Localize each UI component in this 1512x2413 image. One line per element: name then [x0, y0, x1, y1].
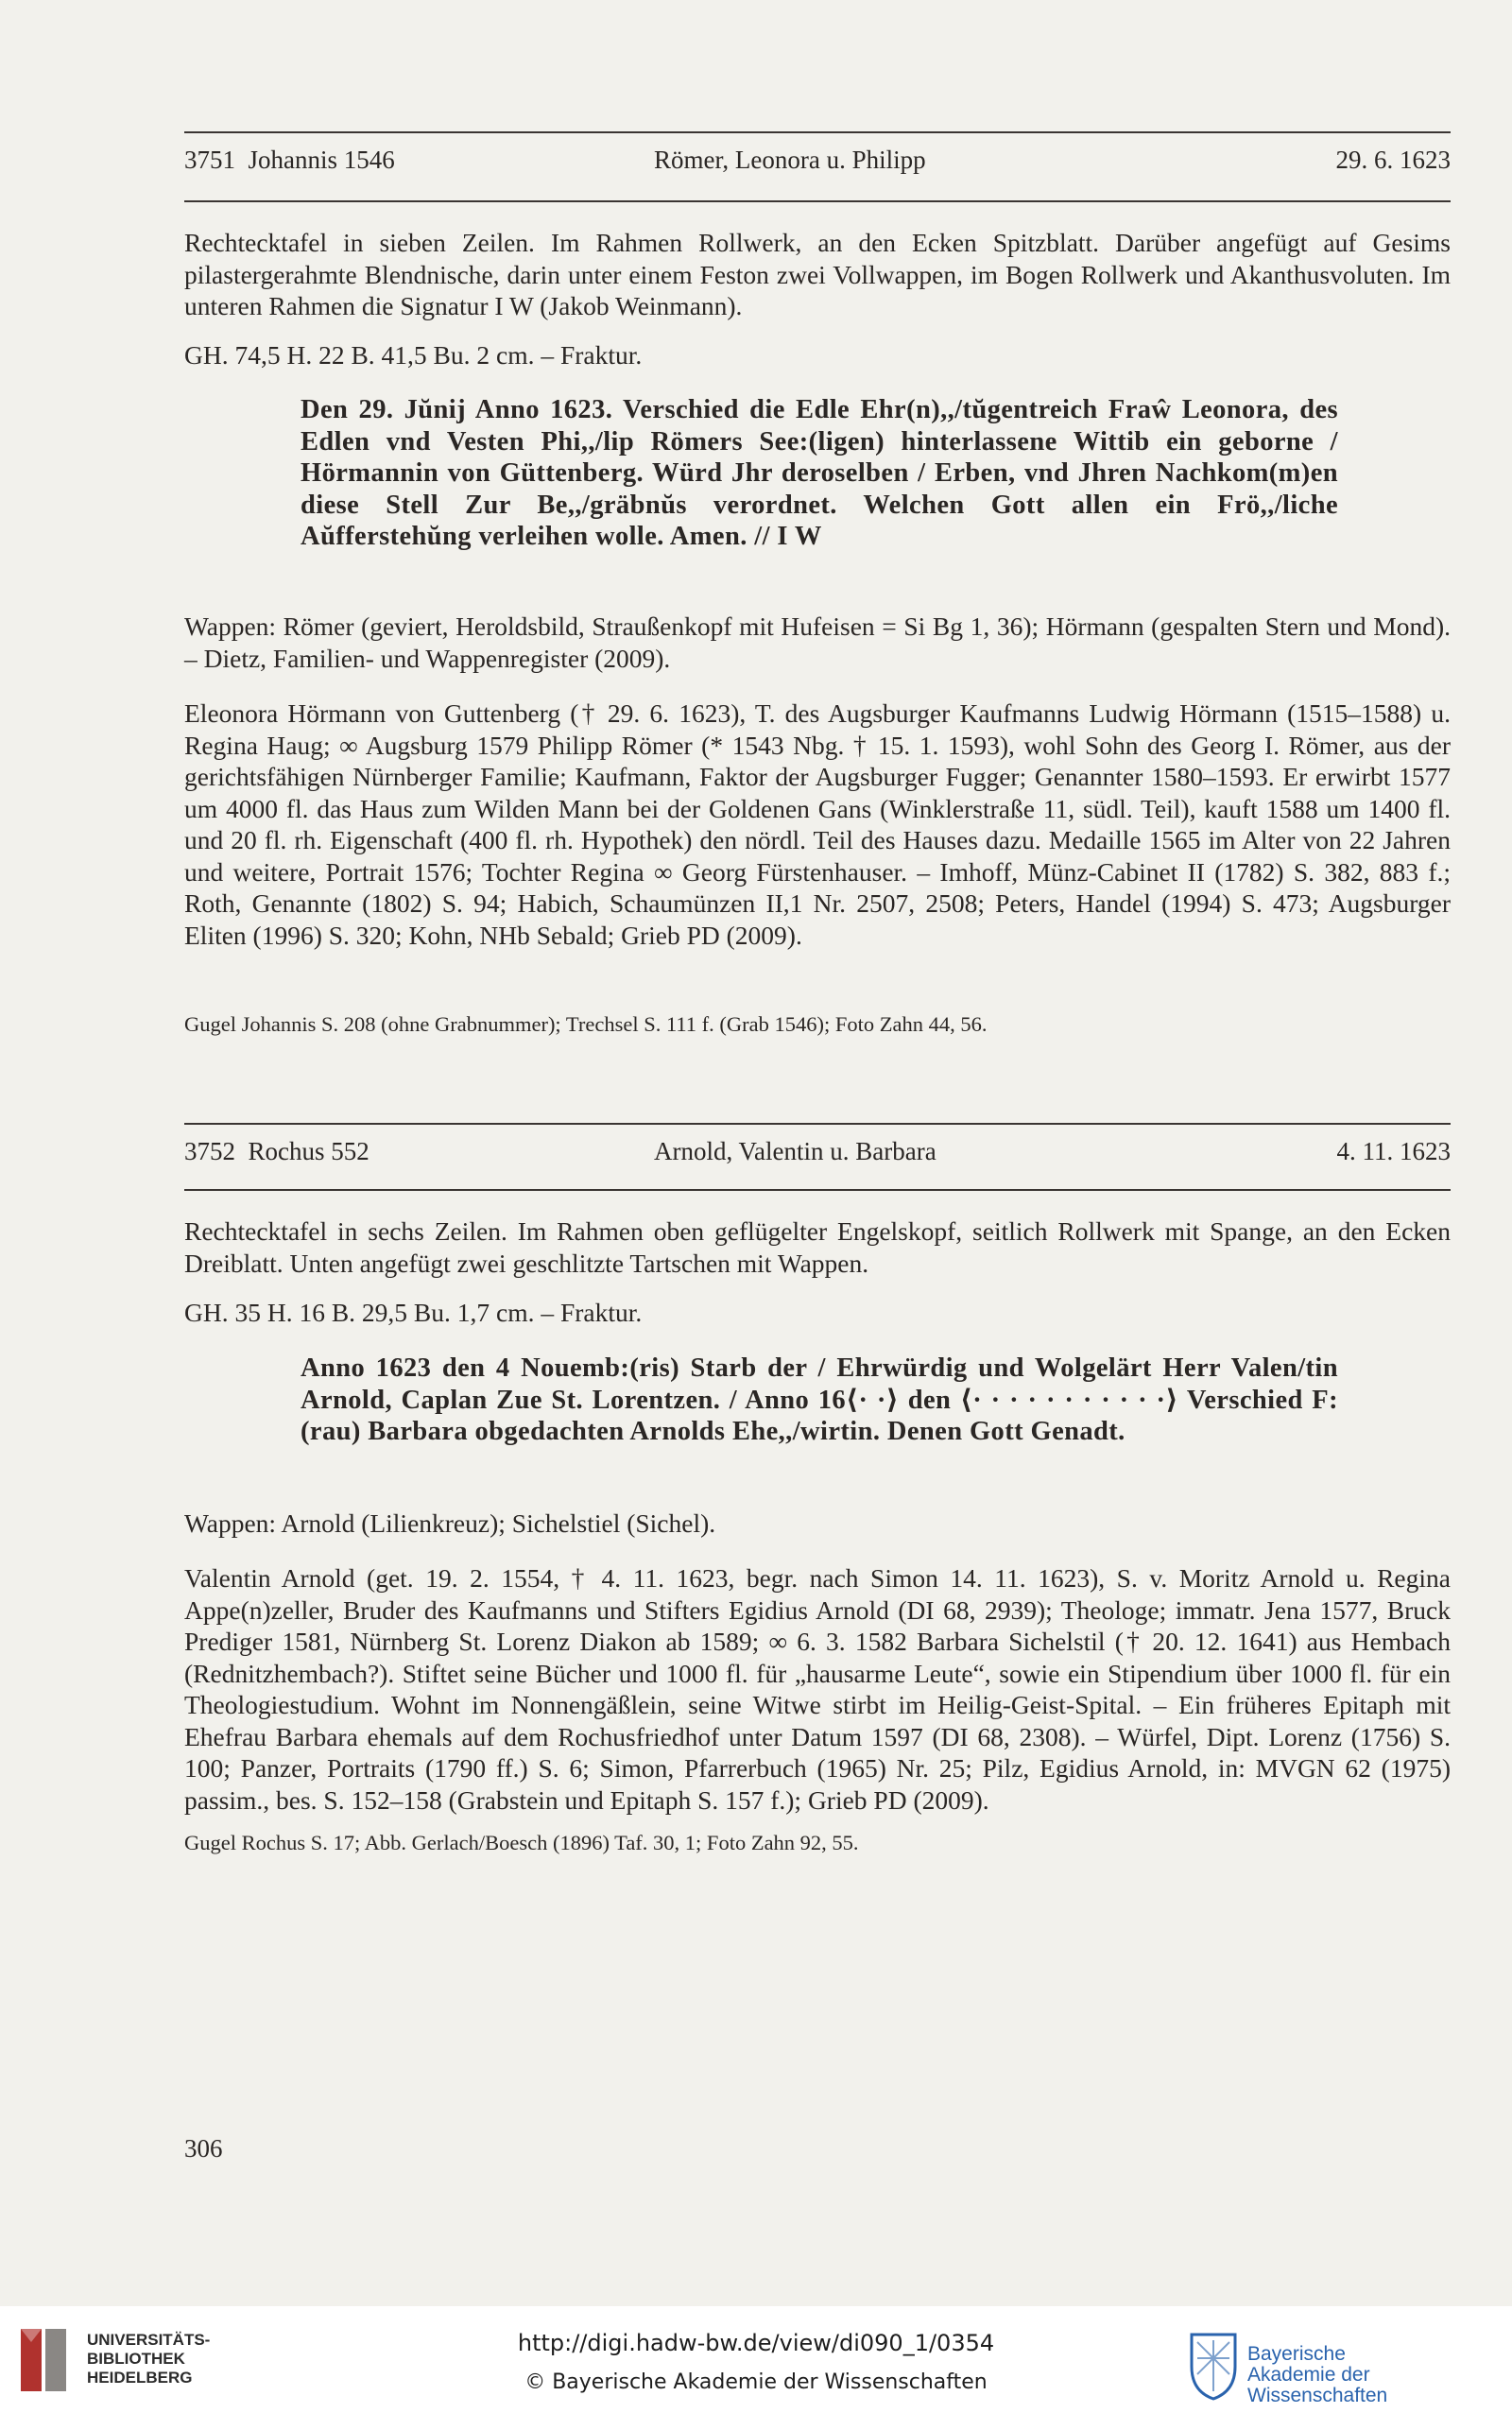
- entry1-measurements: GH. 74,5 H. 22 B. 41,5 Bu. 2 cm. – Fraktur.: [184, 340, 643, 370]
- entry2-description: Rechtecktafel in sechs Zeilen. Im Rahmen oben geflügelter Engelskopf, seitlich Rollwerk mit Spange, an den Ecken Dreiblatt. Unten angefügt zwei geschlitzte Tartschen mit Wappen.: [184, 1216, 1451, 1278]
- entry1-number-location: 3751 Johannis 1546: [184, 146, 395, 174]
- entry1-coats-of-arms: Wappen: Römer (geviert, Heroldsbild, Straußenkopf mit Hufeisen = Si Bg 1, 36); Hörmann (gespalten Stern und Mond). – Dietz, Familien- und Wappenregister (2009).: [184, 612, 1451, 673]
- entry2-commentary: Valentin Arnold (get. 19. 2. 1554, † 4. 11. 1623, begr. nach Simon 14. 11. 1623), S. v. Moritz Arnold u. Regina Appe(n)zeller, Bruder des Kaufmanns und Stifters Egidius Arnold (DI 68, 2939); Theologe; immatr. Jena 1577, Bruck Prediger 1581, Nürnberg St. Lorenz Diakon ab 1589; ∞ 6. 3. 1582 Barbara Sichelstil († 20. 12. 1641) aus Hembach (Rednitzhembach?). Stiftet seine Bücher und 1000 fl. für „hausarme Leute“, sowie ein Stipendium über 1000 fl. für ein Theologiestudium. Wohnt im Nonnengäßlein, seine Witwe stirbt im Heilig-Geist-Spital. – Ein früheres Epitaph mit Ehefrau Barbara ehemals auf dem Rochusfriedhof unter Datum 1597 (DI 68, 2308). – Würfel, Dipt. Lorenz (1756) S. 100; Panzer, Portraits (1790 ff.) S. 6; Simon, Pfarrerbuch (1965) Nr. 25; Pilz, Egidius Arnold, in: MVGN 62 (1975) passim., bes. S. 152–158 (Grabstein und Epitaph S. 157 f.); Grieb PD (2009).: [184, 1563, 1451, 1815]
- entry1-sources: Gugel Johannis S. 208 (ohne Grabnummer); Trechsel S. 111 f. (Grab 1546); Foto Zahn 44, 56.: [184, 1012, 988, 1036]
- entry2-number-location: 3752 Rochus 552: [184, 1137, 369, 1165]
- source-url-link[interactable]: http://digi.hadw-bw.de/view/di090_1/0354: [517, 2330, 995, 2356]
- library-line-1: UNIVERSITÄTS-: [87, 2331, 211, 2349]
- library-line-3: HEIDELBERG: [87, 2369, 193, 2387]
- entry2-bottom-rule: [184, 1189, 1451, 1191]
- entry1-bottom-rule: [184, 200, 1451, 202]
- entry1-top-rule: [184, 131, 1451, 133]
- copyright-notice: © Bayerische Akademie der Wissenschaften: [524, 2370, 988, 2394]
- academy-line-1: Bayerische: [1247, 2343, 1346, 2365]
- entry2-date: 4. 11. 1623: [1336, 1137, 1451, 1165]
- entry2-sources: Gugel Rochus S. 17; Abb. Gerlach/Boesch (1896) Taf. 30, 1; Foto Zahn 92, 55.: [184, 1831, 859, 1854]
- academy-crest-icon: [1184, 2325, 1243, 2403]
- entry2-coats-of-arms: Wappen: Arnold (Lilienkreuz); Sichelstiel (Sichel).: [184, 1508, 716, 1538]
- entry1-inscription: Den 29. Jŭnij Anno 1623. Verschied die Edle Ehr(n),,/tŭgentreich Fraŵ Leonora, des Edlen vnd Vesten Phi,,/lip Römers See:(ligen) hinterlassene Wittib ein geborne / Hörmannin von Güttenberg. Würd Jhr deroselben / Erben, vnd Jhren Nachkom(m)en diese Stell Zur Be,,/gräbnŭs verordnet. Welchen Gott allen ein Frö,,/liche Aŭfferstehŭng verleihen wolle. Amen. // I W: [301, 395, 1338, 551]
- entry2-names: Arnold, Valentin u. Barbara: [654, 1137, 936, 1165]
- academy-line-2: Akademie der Wissenschaften: [1247, 2364, 1388, 2406]
- entry2-top-rule: [184, 1123, 1451, 1125]
- entry2-header: [184, 1132, 1451, 1170]
- library-line-2: BIBLIOTHEK: [87, 2350, 185, 2368]
- entry1-commentary: Eleonora Hörmann von Guttenberg († 29. 6. 1623), T. des Augsburger Kaufmanns Ludwig Hörmann (1515–1588) u. Regina Haug; ∞ Augsburg 1579 Philipp Römer (* 1543 Nbg. † 15. 1. 1593), wohl Sohn des Georg I. Römer, aus der gerichtsfähigen Nürnberger Familie; Kaufmann, Faktor der Augsburger Fugger; Genannter 1580–1593. Er erwirbt 1577 um 4000 fl. das Haus zum Wilden Mann bei der Goldenen Gans (Winklerstraße 11, südl. Teil), kauft 1588 um 1400 fl. und 20 fl. rh. Eigenschaft (400 fl. rh. Hypothek) den nördl. Teil des Hauses dazu. Medaille 1565 im Alter von 22 Jahren und weitere, Portrait 1576; Tochter Regina ∞ Georg Fürstenhauser. – Imhoff, Münz-Cabinet II (1782) S. 382, 883 f.; Roth, Genannte (1802) S. 94; Habich, Schaumünzen II,1 Nr. 2507, 2508; Peters, Handel (1994) S. 473; Augsburger Eliten (1996) S. 320; Kohn, NHb Sebald; Grieb PD (2009).: [184, 698, 1451, 950]
- entry2-inscription: Anno 1623 den 4 Nouemb:(ris) Starb der / Ehrwürdig und Wolgelärt Herr Valen/tin Arnold, Caplan Zue St. Lorentzen. / Anno 16⟨· ·⟩ den ⟨· · · · · · · · · · ·⟩ Verschied F:(rau) Barbara obgedachten Arnolds Ehe,,/wirtin. Denen Gott Genadt.: [301, 1353, 1338, 1446]
- entry2-measurements: GH. 35 H. 16 B. 29,5 Bu. 1,7 cm. – Fraktur.: [184, 1298, 643, 1327]
- academy-name: [1247, 2344, 1512, 2406]
- entry1-header: [184, 141, 1451, 179]
- entry1-description: Rechtecktafel in sieben Zeilen. Im Rahmen Rollwerk, an den Ecken Spitzblatt. Darüber angefügt auf Gesims pilastergerahmte Blendnische, darin unter einem Feston zwei Vollwappen, im Bogen Rollwerk und Akanthusvoluten. Im unteren Rahmen die Signatur I W (Jakob Weinmann).: [184, 228, 1451, 320]
- entry1-names: Römer, Leonora u. Philipp: [654, 146, 926, 174]
- entry1-date: 29. 6. 1623: [1335, 146, 1451, 174]
- page-number: 306: [184, 2134, 223, 2163]
